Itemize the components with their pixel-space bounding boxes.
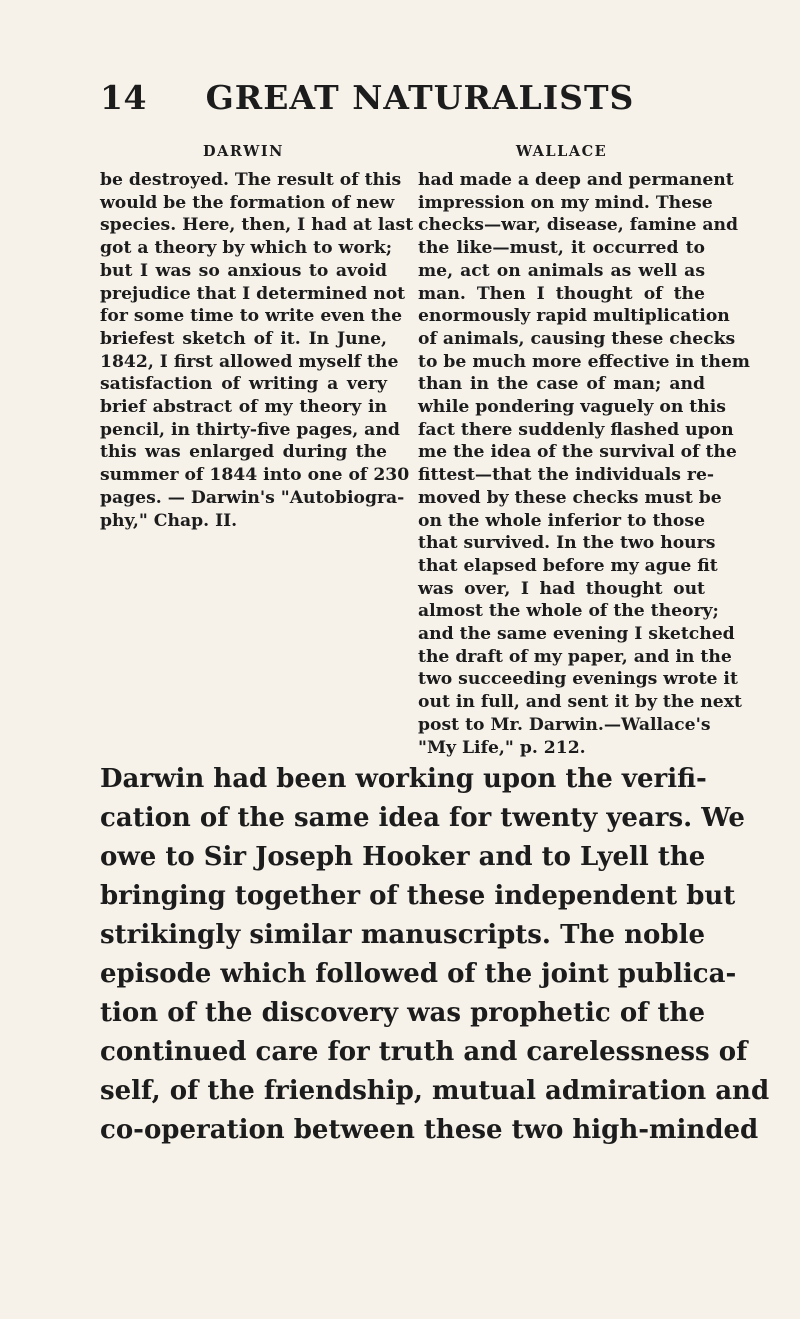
darwin-quote-line: pages. — Darwin's "Autobiogra- (100, 487, 405, 508)
wallace-quote-line: while pondering vaguely on this (418, 397, 726, 418)
running-head (100, 78, 700, 128)
darwin-quote-line: brief abstract of my theory in (100, 397, 387, 418)
wallace-quote-line: moved by these checks must be (418, 487, 722, 508)
darwin-quote-line: but I was so anxious to avoid (100, 260, 387, 281)
page-number: 14 (100, 78, 147, 117)
darwin-quote-line: prejudice that I determined not (100, 283, 406, 304)
darwin-column-heading: DARWIN (203, 143, 284, 160)
wallace-quote-line: me the idea of the survival of the (418, 442, 737, 463)
wallace-quote-line: of animals, causing these checks (418, 328, 736, 349)
wallace-column (418, 143, 750, 759)
darwin-quote-line: this was enlarged during the (100, 442, 387, 463)
darwin-quote-line: for some time to write even the (100, 306, 403, 327)
wallace-quote-line: fact there suddenly flashed upon (418, 419, 734, 440)
wallace-quote-line: me, act on animals as well as (418, 260, 705, 281)
darwin-quote-line: would be the formation of new (100, 192, 395, 213)
body-line: tion of the discovery was prophetic of the (100, 998, 705, 1028)
body-line: continued care for truth and carelessness of (100, 1037, 748, 1067)
body-line: cation of the same idea for twenty years. We (100, 803, 745, 833)
body-paragraph (100, 760, 770, 1150)
body-line: self, of the friendship, mutual admiration and (100, 1076, 770, 1106)
wallace-column-heading: WALLACE (515, 143, 608, 160)
darwin-quote-line: phy," Chap. II. (100, 510, 238, 531)
two-column-quotes (100, 143, 750, 759)
darwin-quote-line: got a theory by which to work; (100, 238, 393, 259)
wallace-quote-line: on the whole inferior to those (418, 510, 705, 531)
darwin-column (100, 143, 414, 759)
darwin-quote-line: 1842, I first allowed myself the (100, 351, 399, 372)
wallace-quote-line: almost the whole of the theory; (418, 601, 719, 622)
wallace-quote-line: than in the case of man; and (418, 374, 705, 395)
body-line: owe to Sir Joseph Hooker and to Lyell the (100, 842, 706, 872)
wallace-quote-line: and the same evening I sketched (418, 624, 735, 645)
wallace-quote-line: that survived. In the two hours (418, 533, 716, 554)
darwin-quote-line: species. Here, then, I had at last (100, 215, 414, 236)
wallace-quote-line: had made a deep and permanent (418, 170, 734, 190)
book-title: GREAT NATURALISTS (205, 78, 635, 117)
wallace-quote-line: fittest—that the individuals re- (418, 465, 715, 486)
darwin-quote-line: be destroyed. The result of this (100, 170, 402, 190)
wallace-quote-line: two succeeding evenings wrote it (418, 669, 738, 690)
wallace-quote-line: was over, I had thought out (418, 578, 705, 599)
wallace-quote-line: the like—must, it occurred to (418, 238, 705, 259)
darwin-quote-line: satisfaction of writing a very (100, 374, 387, 395)
body-line: bringing together of these independent but (100, 881, 736, 911)
body-line: episode which followed of the joint publica- (100, 959, 737, 989)
body-line: co-operation between these two high-minded (100, 1115, 759, 1145)
wallace-quote-line: checks—war, disease, famine and (418, 215, 739, 236)
darwin-quote-line: pencil, in thirty-five pages, and (100, 419, 400, 440)
wallace-quote-line: that elapsed before my ague fit (418, 555, 718, 576)
darwin-quote (100, 169, 414, 532)
darwin-quote-line: briefest sketch of it. In June, (100, 328, 387, 349)
wallace-quote-line: "My Life," p. 212. (418, 737, 586, 758)
darwin-quote-line: summer of 1844 into one of 230 (100, 465, 410, 486)
wallace-quote-line: enormously rapid multiplication (418, 306, 730, 327)
wallace-quote (418, 169, 750, 759)
wallace-quote-line: impression on my mind. These (418, 192, 713, 213)
body-line: Darwin had been working upon the verifi- (100, 764, 707, 794)
body-line: strikingly similar manuscripts. The noble (100, 920, 705, 950)
wallace-quote-line: man. Then I thought of the (418, 283, 705, 304)
wallace-quote-line: out in full, and sent it by the next (418, 692, 742, 713)
wallace-quote-line: to be much more effective in them (418, 351, 750, 372)
wallace-quote-line: the draft of my paper, and in the (418, 646, 732, 667)
wallace-quote-line: post to Mr. Darwin.—Wallace's (418, 714, 711, 735)
